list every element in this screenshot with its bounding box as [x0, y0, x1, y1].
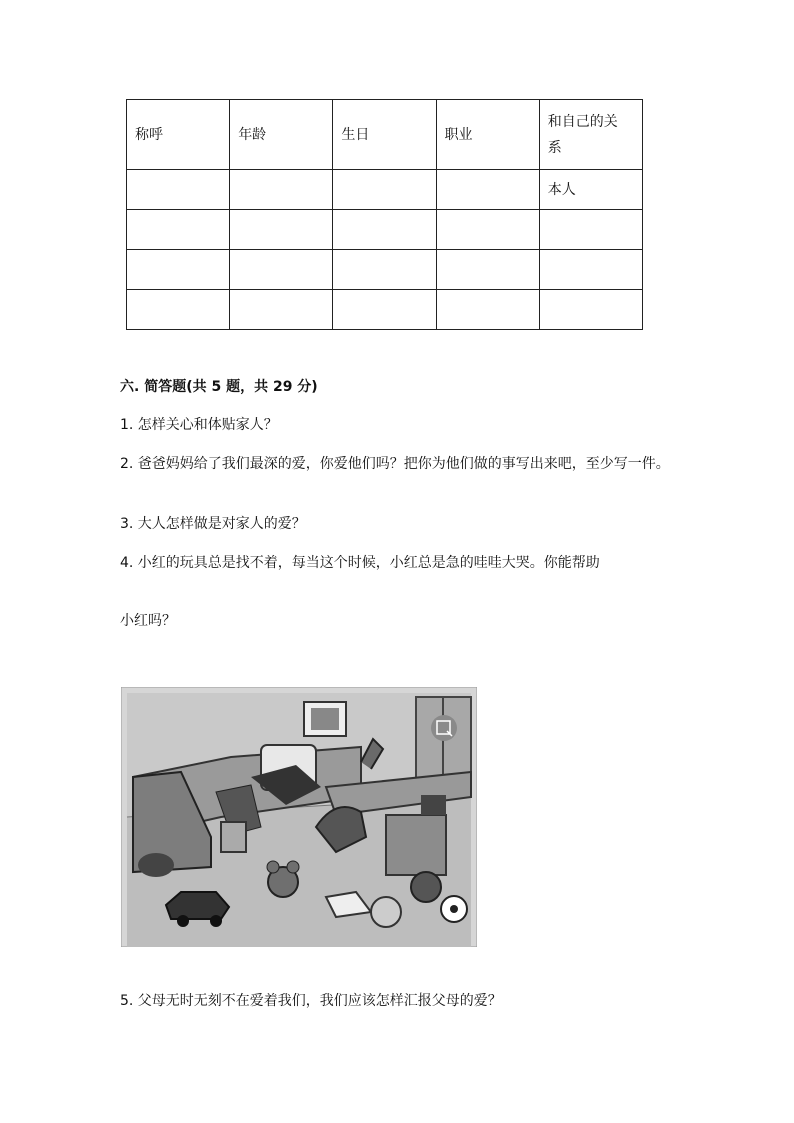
table-cell[interactable]: [333, 210, 436, 250]
table-row: [127, 210, 643, 250]
table-cell[interactable]: [436, 290, 539, 330]
table-cell[interactable]: [436, 170, 539, 210]
question-3: 3. 大人怎样做是对家人的爱？: [120, 516, 306, 532]
table-cell[interactable]: [230, 210, 333, 250]
table-cell[interactable]: [127, 290, 230, 330]
question-5: 5. 父母无时无刻不在爱着我们，我们应该怎样汇报父母的爱？: [120, 993, 502, 1009]
table-cell[interactable]: [230, 250, 333, 290]
family-info-table: [126, 99, 643, 330]
table-cell[interactable]: [436, 210, 539, 250]
table-cell[interactable]: [127, 170, 230, 210]
table-cell[interactable]: [333, 290, 436, 330]
table-cell[interactable]: [539, 210, 642, 250]
table-header-row: [127, 100, 643, 170]
question-4-continued: 小红吗？: [120, 613, 176, 629]
table-cell[interactable]: [127, 210, 230, 250]
table-cell[interactable]: [127, 250, 230, 290]
header-cell: 和自己的关系: [539, 100, 642, 170]
table-cell[interactable]: [230, 170, 333, 210]
table-row: [127, 290, 643, 330]
table-cell[interactable]: [539, 250, 642, 290]
table-cell[interactable]: [333, 170, 436, 210]
header-cell: 生日: [333, 100, 436, 170]
question-4: 4. 小红的玩具总是找不着，每当这个时候，小红总是急的哇哇大哭。你能帮助: [120, 555, 600, 571]
header-cell: 职业: [436, 100, 539, 170]
question-2: 2. 爸爸妈妈给了我们最深的爱，你爱他们吗？把你为他们做的事写出来吧，至少写一件。: [120, 456, 670, 472]
table-row: [127, 170, 643, 210]
table-cell[interactable]: [230, 290, 333, 330]
table-cell[interactable]: 本人: [539, 170, 642, 210]
table-cell[interactable]: [539, 290, 642, 330]
header-cell: 称呼: [127, 100, 230, 170]
table-cell[interactable]: [436, 250, 539, 290]
section-title: 六. 简答题(共 5 题，共 29 分): [120, 379, 318, 395]
table-cell[interactable]: [333, 250, 436, 290]
header-cell: 年龄: [230, 100, 333, 170]
table-row: [127, 250, 643, 290]
zoom-icon[interactable]: [431, 715, 457, 741]
messy-room-illustration: [121, 687, 477, 947]
question-1: 1. 怎样关心和体贴家人？: [120, 417, 278, 433]
